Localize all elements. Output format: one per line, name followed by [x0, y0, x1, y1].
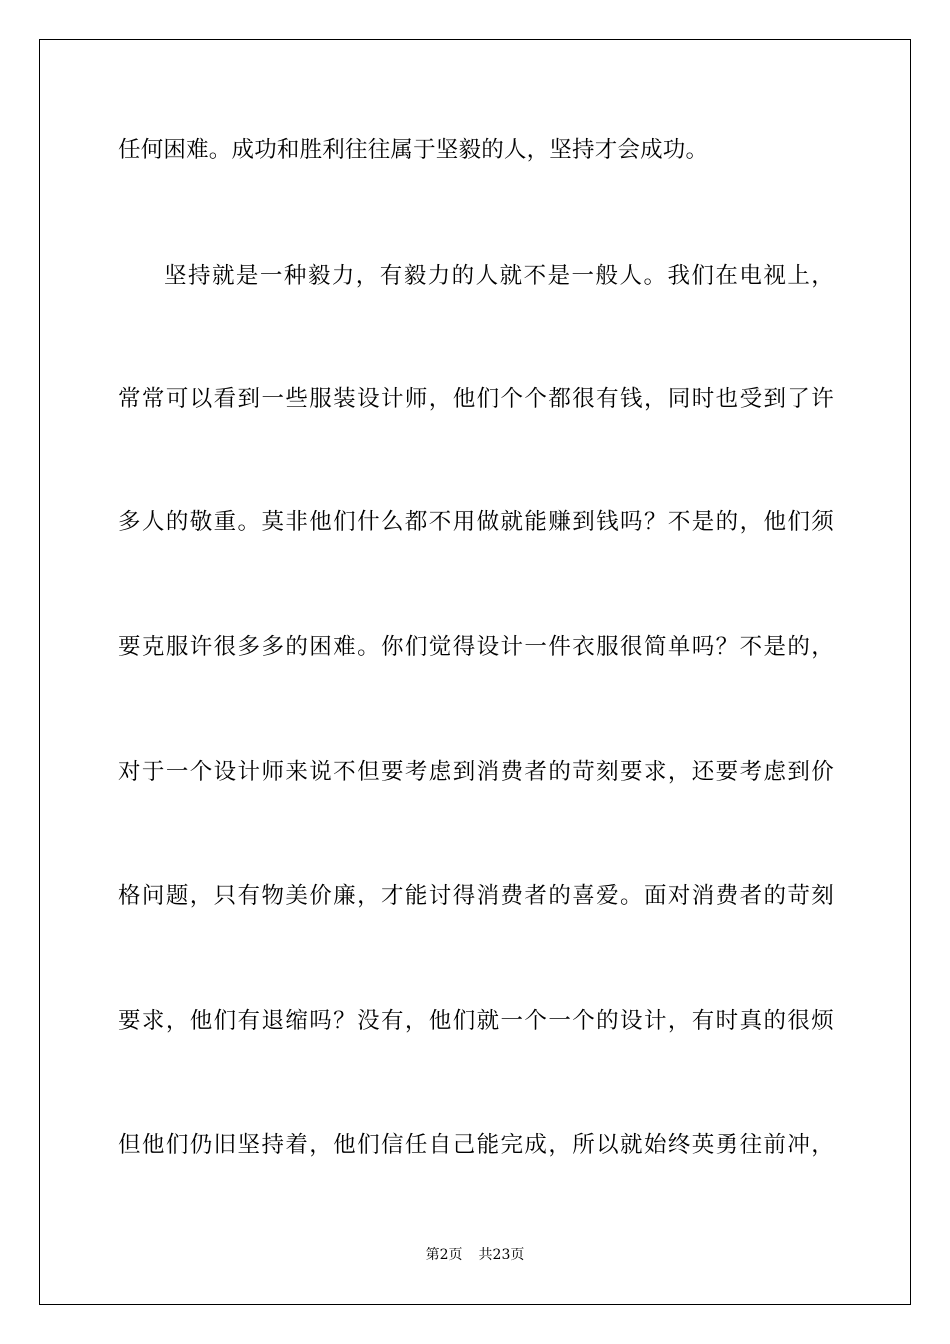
page-footer: [0, 1245, 950, 1265]
text-line-3: 常常可以看到一些服装设计师，他们个个都很有钱，同时也受到了许: [118, 386, 834, 412]
text-line-7: 格问题，只有物美价廉，才能讨得消费者的喜爱。面对消费者的苛刻: [118, 883, 834, 909]
text-line-4: 多人的敬重。莫非他们什么都不用做就能赚到钱吗？不是的，他们须: [118, 509, 834, 535]
text-line-5: 要克服许很多多的困难。你们觉得设计一件衣服很简单吗？不是的，: [118, 634, 834, 660]
text-line-9: 但他们仍旧坚持着，他们信任自己能完成，所以就始终英勇往前冲，: [118, 1132, 834, 1158]
text-line-8: 要求，他们有退缩吗？没有，他们就一个一个的设计，有时真的很烦: [118, 1008, 834, 1034]
total-pages: 共23页: [478, 1247, 525, 1263]
text-line-1: 任何困难。成功和胜利往往属于坚毅的人，坚持才会成功。: [118, 137, 709, 163]
page-border: [39, 39, 911, 1305]
text-line-6: 对于一个设计师来说不但要考虑到消费者的苛刻要求，还要考虑到价: [118, 759, 834, 785]
text-line-2-paragraph-start: 坚持就是一种毅力，有毅力的人就不是一般人。我们在电视上，: [164, 263, 834, 289]
page-number: 第2页: [425, 1247, 463, 1263]
